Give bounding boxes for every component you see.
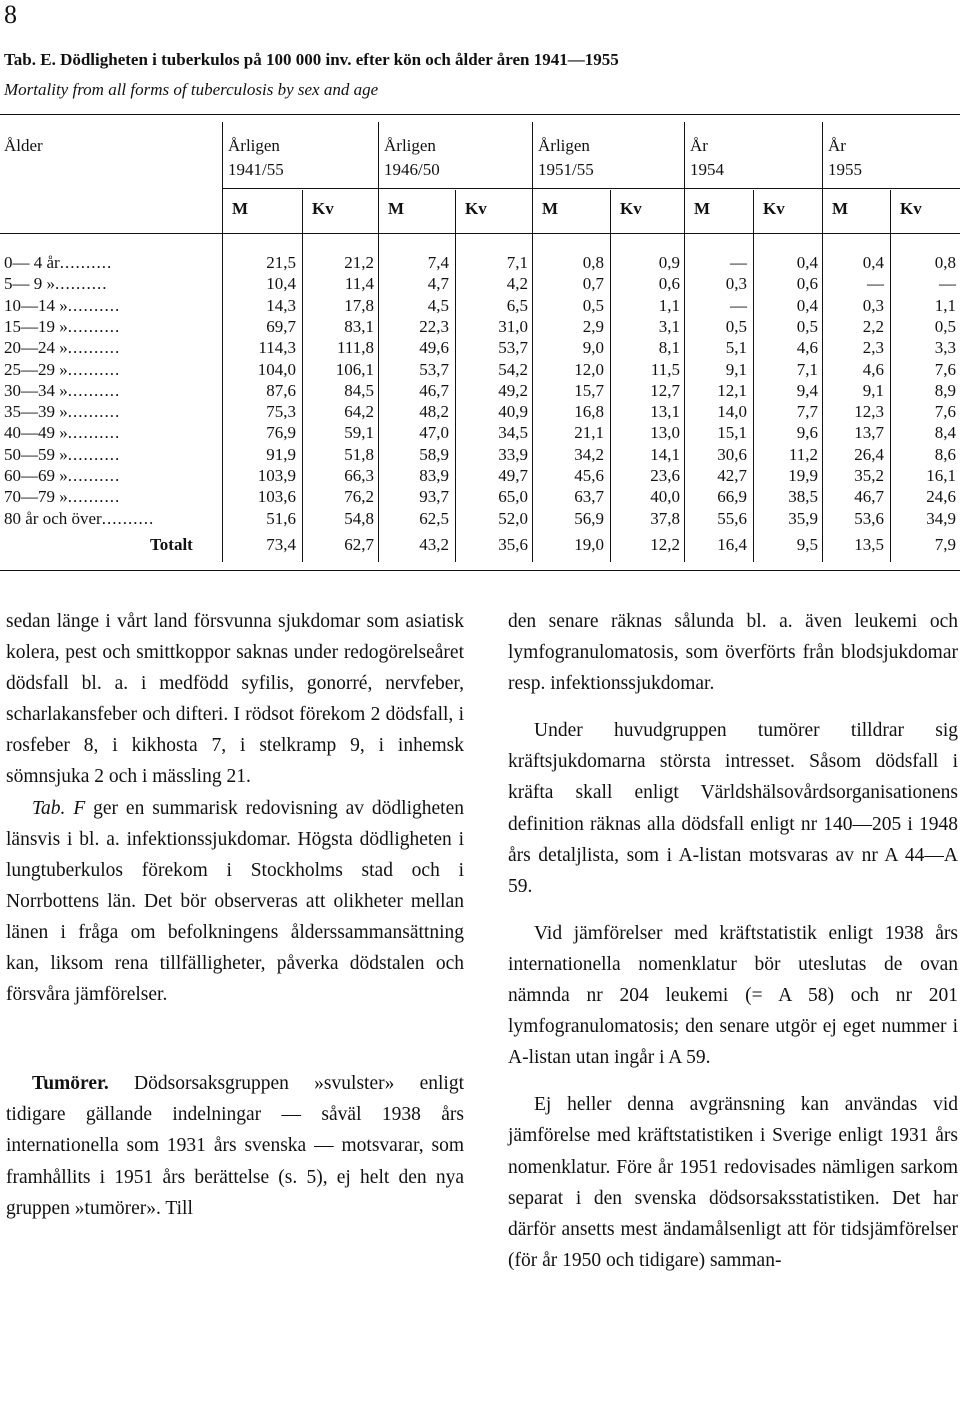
left-text-column xyxy=(6,606,464,1224)
table-cell: 58,9 xyxy=(419,444,449,464)
total-cell: 12,2 xyxy=(650,535,680,554)
table-cell: 15,7 xyxy=(574,380,604,400)
table-cell: 69,7 xyxy=(266,316,296,336)
leader-dots: .......... xyxy=(67,359,121,379)
table-cell: 46,7 xyxy=(854,487,884,507)
leader-dots: .......... xyxy=(67,316,121,336)
table-title: Tab. E. Dödligheten i tuberkulos på 100 000 inv. efter kön och ålder åren 1941—1955 xyxy=(4,50,619,69)
table-cell: 3,1 xyxy=(658,316,680,336)
age-group: 50—59 » xyxy=(4,444,68,464)
table-cell: 52,0 xyxy=(498,508,528,528)
table-cell: 11,4 xyxy=(344,274,374,294)
table-cell: 0,5 xyxy=(796,316,818,336)
sex-label: M xyxy=(694,199,711,218)
table-cell: 64,2 xyxy=(344,402,374,422)
table-cell: 9,4 xyxy=(796,380,818,400)
table-cell: 0,8 xyxy=(582,253,604,272)
table-cell: 66,3 xyxy=(344,466,374,485)
table-cell: — xyxy=(730,253,747,272)
table-bottom-rule xyxy=(0,570,960,571)
sex-label: M xyxy=(542,199,559,218)
table-cell: 3,3 xyxy=(934,338,956,358)
table-cell: 7,6 xyxy=(934,402,956,422)
row-label xyxy=(4,360,120,380)
leader-dots: .......... xyxy=(67,487,121,507)
total-label: Totalt xyxy=(150,535,193,554)
period-year: 1955 xyxy=(828,160,862,179)
sex-label: Kv xyxy=(312,199,334,218)
sex-divider xyxy=(610,190,611,562)
table-cell: 21,1 xyxy=(574,423,604,443)
table-cell: 13,0 xyxy=(650,423,680,443)
table-cell: 35,9 xyxy=(788,508,818,528)
table-cell: 11,5 xyxy=(650,359,680,379)
table-cell: 34,5 xyxy=(498,423,528,443)
table-cell: 106,1 xyxy=(335,359,374,379)
period-header: År xyxy=(828,136,846,155)
age-group: 15—19 » xyxy=(4,316,68,336)
period-year: 1951/55 xyxy=(538,160,594,179)
table-cell: 0,4 xyxy=(796,253,818,272)
right-paragraph: Vid jämförelser med kräftstatistik enligt 1938 års internationella nomenklatur bör uteslutas de ovan nämnda nr 204 leukemi (= A 58) och nr 201 lymfogranulomatosis; den senare utgör ej eget nummer i A-listan utan ingår i A 59. xyxy=(508,922,958,1069)
table-cell: 84,5 xyxy=(344,380,374,400)
leader-dots: .......... xyxy=(67,338,121,358)
table-cell: 10,4 xyxy=(266,274,296,294)
leader-dots: .......... xyxy=(67,380,121,400)
leader-dots: .......... xyxy=(67,402,121,422)
leader-dots: .......... xyxy=(67,295,121,315)
table-cell: 14,0 xyxy=(717,402,747,422)
left-paragraph xyxy=(6,793,464,1011)
row-label xyxy=(4,509,154,529)
table-cell: 53,7 xyxy=(419,359,449,379)
sex-label: Kv xyxy=(465,199,487,218)
period-header: Årligen xyxy=(384,136,436,155)
left-paragraph-text: ger en summarisk redovisning av dödligheten länsvis i bl. a. infektionssjukdomar. Högsta dödligheten i lungtuberkulos förekom i Stockholms stad och i Norrbottens län. Det bör observeras att olikheter mellan länen i fråga om befolkningens ålderssammansättning kan, liksom rena tillfälligheter, påverka dödstalen och försvåra jämförelser. xyxy=(6,797,464,1006)
row-label xyxy=(4,274,108,294)
age-group: 40—49 » xyxy=(4,423,68,443)
age-group: 80 år och över xyxy=(4,508,102,528)
table-cell: 13,7 xyxy=(854,423,884,443)
table-cell: 45,6 xyxy=(574,466,604,485)
age-group: 10—14 » xyxy=(4,295,68,315)
table-cell: 49,7 xyxy=(498,466,528,485)
table-cell: 76,9 xyxy=(266,423,296,443)
table-cell: — xyxy=(867,274,884,294)
table-cell: 76,2 xyxy=(344,487,374,507)
table-cell: 51,8 xyxy=(344,444,374,464)
table-cell: 59,1 xyxy=(344,423,374,443)
table-cell: 19,9 xyxy=(788,466,818,485)
header-divider xyxy=(222,188,960,189)
sex-label: Kv xyxy=(620,199,642,218)
table-cell: 46,7 xyxy=(419,380,449,400)
total-cell: 73,4 xyxy=(266,535,296,554)
age-group: 35—39 » xyxy=(4,402,68,422)
table-cell: — xyxy=(730,295,747,315)
column-divider xyxy=(222,122,223,562)
row-label xyxy=(4,317,120,337)
sex-label: Kv xyxy=(763,199,785,218)
table-cell: 34,9 xyxy=(926,508,956,528)
table-cell: 4,7 xyxy=(427,274,449,294)
total-cell: 13,5 xyxy=(854,535,884,554)
row-label xyxy=(4,423,120,443)
right-text-column xyxy=(508,606,958,1276)
table-cell: 40,9 xyxy=(498,402,528,422)
tab-ref: Tab. F xyxy=(32,797,86,819)
table-cell: 34,2 xyxy=(574,444,604,464)
leader-dots: .......... xyxy=(67,444,121,464)
table-cell: 104,0 xyxy=(257,359,296,379)
age-group: 25—29 » xyxy=(4,359,68,379)
table-cell: 8,4 xyxy=(934,423,956,443)
table-cell: 1,1 xyxy=(658,295,680,315)
table-cell: 4,5 xyxy=(427,295,449,315)
table-cell: 0,6 xyxy=(796,274,818,294)
leader-dots: .......... xyxy=(59,253,113,272)
table-cell: 42,7 xyxy=(717,466,747,485)
table-cell: 2,9 xyxy=(582,316,604,336)
table-cell: 8,9 xyxy=(934,380,956,400)
table-cell: 7,6 xyxy=(934,359,956,379)
table-cell: 83,1 xyxy=(344,316,374,336)
table-cell: 17,8 xyxy=(344,295,374,315)
row-label xyxy=(4,381,120,401)
row-label xyxy=(4,253,112,273)
page-number: 8 xyxy=(4,0,17,29)
leader-dots: .......... xyxy=(101,508,155,528)
table-cell: 63,7 xyxy=(574,487,604,507)
table-cell: 21,5 xyxy=(266,253,296,272)
table-cell: 49,6 xyxy=(419,338,449,358)
sex-label: Kv xyxy=(900,199,922,218)
table-cell: 12,7 xyxy=(650,380,680,400)
table-cell: 4,6 xyxy=(796,338,818,358)
table-cell: 31,0 xyxy=(498,316,528,336)
right-paragraph: Ej heller denna avgränsning kan användas vid jämförelse med kräftstatistiken i Sverige enligt 1931 års nomenklatur. Före år 1951 redovisades nämligen sarkom separat i den svenska dödsorsaksstatistiken. Det har därför ansetts mest ändamålsenligt att för tidsjämförelser (för år 1950 och tidigare) samman- xyxy=(508,1094,958,1271)
age-group: 70—79 » xyxy=(4,487,68,507)
table-cell: 16,8 xyxy=(574,402,604,422)
total-cell: 16,4 xyxy=(717,535,747,554)
age-group: 5— 9 » xyxy=(4,274,55,294)
row-label xyxy=(4,466,120,486)
row-label xyxy=(4,402,120,422)
table-cell: 13,1 xyxy=(650,402,680,422)
table-cell: 14,3 xyxy=(266,295,296,315)
section-text: Dödsorsaksgruppen »svulster» enligt tidigare gällande indelningar — såväl 1938 års internationella som 1931 års svenska — motsvarar, som framhållits i 1951 års berättelse (s. 5), ej helt den nya gruppen »tumörer». Till xyxy=(6,1073,465,1219)
table-cell: 24,6 xyxy=(926,487,956,507)
table-cell: 0,7 xyxy=(582,274,604,294)
total-cell: 7,9 xyxy=(934,535,956,554)
table-cell: 12,1 xyxy=(717,380,747,400)
table-cell: 87,6 xyxy=(266,380,296,400)
left-paragraph xyxy=(6,1068,464,1223)
table-cell: 1,1 xyxy=(934,295,956,315)
table-cell: 93,7 xyxy=(419,487,449,507)
table-cell: 12,0 xyxy=(574,359,604,379)
table-cell: 0,9 xyxy=(658,253,680,272)
total-cell: 35,6 xyxy=(498,535,528,554)
period-year: 1946/50 xyxy=(384,160,440,179)
row-label xyxy=(4,445,120,465)
table-cell: 8,1 xyxy=(658,338,680,358)
table-cell: 83,9 xyxy=(419,466,449,485)
table-cell: 0,5 xyxy=(582,295,604,315)
right-paragraph: Under huvudgruppen tumörer tilldrar sig kräftsjukdomarna största intresset. Såsom dödsfall i kräfta skall enligt Världshälsovårdsorganisationens definition räknas alla dödsfall enligt nr 140—205 i 1948 års detaljlista, som i A-listan motsvaras av nr A 44—A 59. xyxy=(508,720,958,897)
table-cell: 54,2 xyxy=(498,359,528,379)
table-cell: 103,9 xyxy=(257,466,296,485)
table-cell: 14,1 xyxy=(650,444,680,464)
table-cell: 26,4 xyxy=(854,444,884,464)
table-cell: 53,6 xyxy=(854,508,884,528)
table-cell: 0,4 xyxy=(796,295,818,315)
table-top-rule xyxy=(0,114,960,115)
table-cell: 7,1 xyxy=(796,359,818,379)
table-cell: 33,9 xyxy=(498,444,528,464)
age-group: 60—69 » xyxy=(4,466,68,485)
table-cell: 0,5 xyxy=(934,316,956,336)
table-cell: 37,8 xyxy=(650,508,680,528)
table-cell: 35,2 xyxy=(854,466,884,485)
table-cell: 9,1 xyxy=(862,380,884,400)
table-cell: 9,0 xyxy=(582,338,604,358)
table-cell: 2,3 xyxy=(862,338,884,358)
sex-label: M xyxy=(832,199,849,218)
table-cell: 7,4 xyxy=(427,253,449,272)
table-cell: 22,3 xyxy=(419,316,449,336)
sex-divider xyxy=(455,190,456,562)
table-cell: 91,9 xyxy=(266,444,296,464)
table-subtitle: Mortality from all forms of tuberculosis by sex and age xyxy=(4,80,379,99)
table-cell: 53,7 xyxy=(498,338,528,358)
total-cell: 19,0 xyxy=(574,535,604,554)
leader-dots: .......... xyxy=(55,274,108,294)
left-paragraph: sedan länge i vårt land försvunna sjukdomar som asiatisk kolera, pest och smittkoppor saknas under redogörelseåret dödsfall bl. a. i medfödd syfilis, gonorré, nervfeber, scharlakansfeber och difteri. I rödsot förekom 2 dödsfall, i rosfeber 8, i kikhosta 7, i stelkramp 9, i inhemsk sömnsjuka 2 och i mässling 21. xyxy=(6,611,464,788)
table-cell: 75,3 xyxy=(266,402,296,422)
table-cell: 66,9 xyxy=(717,487,747,507)
table-cell: 0,4 xyxy=(862,253,884,272)
total-cell: 43,2 xyxy=(419,535,449,554)
table-cell: 4,2 xyxy=(506,274,528,294)
table-cell: 16,1 xyxy=(926,466,956,485)
table-cell: 12,3 xyxy=(854,402,884,422)
table-cell: 9,6 xyxy=(796,423,818,443)
table-cell: 38,5 xyxy=(788,487,818,507)
table-cell: 51,6 xyxy=(266,508,296,528)
period-header: Årligen xyxy=(228,136,280,155)
period-header: Årligen xyxy=(538,136,590,155)
column-divider xyxy=(378,122,379,562)
row-label xyxy=(4,338,120,358)
table-cell: 111,8 xyxy=(337,338,374,358)
table-cell: 23,6 xyxy=(650,466,680,485)
sex-label: M xyxy=(232,199,249,218)
table-cell: 55,6 xyxy=(717,508,747,528)
table-cell: 62,5 xyxy=(419,508,449,528)
leader-dots: .......... xyxy=(67,423,121,443)
table-cell: 8,6 xyxy=(934,444,956,464)
total-cell: 62,7 xyxy=(344,535,374,554)
table-cell: 48,2 xyxy=(419,402,449,422)
table-cell: 40,0 xyxy=(650,487,680,507)
table-cell: 103,6 xyxy=(257,487,296,507)
table-cell: 7,1 xyxy=(506,253,528,272)
row-label xyxy=(4,296,120,316)
table-cell: 6,5 xyxy=(506,295,528,315)
leader-dots: .......... xyxy=(67,466,121,485)
table-cell: 49,2 xyxy=(498,380,528,400)
column-divider xyxy=(532,122,533,562)
row-label xyxy=(4,487,120,507)
age-group: 30—34 » xyxy=(4,380,68,400)
section-heading: Tumörer. xyxy=(32,1073,109,1095)
period-year: 1941/55 xyxy=(228,160,284,179)
sex-divider xyxy=(302,190,303,562)
age-group: 0— 4 år xyxy=(4,253,60,272)
sex-label: M xyxy=(388,199,405,218)
age-header: Ålder xyxy=(4,136,43,155)
age-group: 20—24 » xyxy=(4,338,68,358)
table-cell: 0,5 xyxy=(725,316,747,336)
table-cell: 65,0 xyxy=(498,487,528,507)
table-cell: 15,1 xyxy=(717,423,747,443)
table-cell: 9,1 xyxy=(725,359,747,379)
table-cell: — xyxy=(939,274,956,294)
table-cell: 0,6 xyxy=(658,274,680,294)
table-cell: 4,6 xyxy=(862,359,884,379)
subheader-divider xyxy=(0,233,960,234)
table-cell: 0,3 xyxy=(725,274,747,294)
table-cell: 56,9 xyxy=(574,508,604,528)
period-header: År xyxy=(690,136,708,155)
right-paragraph: den senare räknas sålunda bl. a. även leukemi och lymfogranulomatosis, som överförts från blodsjukdomar resp. infektionssjukdomar. xyxy=(508,611,958,695)
table-cell: 0,3 xyxy=(862,295,884,315)
table-cell: 11,2 xyxy=(788,444,818,464)
table-cell: 54,8 xyxy=(344,508,374,528)
table-cell: 30,6 xyxy=(717,444,747,464)
table-cell: 114,3 xyxy=(258,338,296,358)
total-cell: 9,5 xyxy=(796,535,818,554)
table-cell: 5,1 xyxy=(725,338,747,358)
period-year: 1954 xyxy=(690,160,724,179)
table-cell: 0,8 xyxy=(934,253,956,272)
table-cell: 2,2 xyxy=(862,316,884,336)
table-cell: 21,2 xyxy=(344,253,374,272)
table-cell: 47,0 xyxy=(419,423,449,443)
table-cell: 7,7 xyxy=(796,402,818,422)
